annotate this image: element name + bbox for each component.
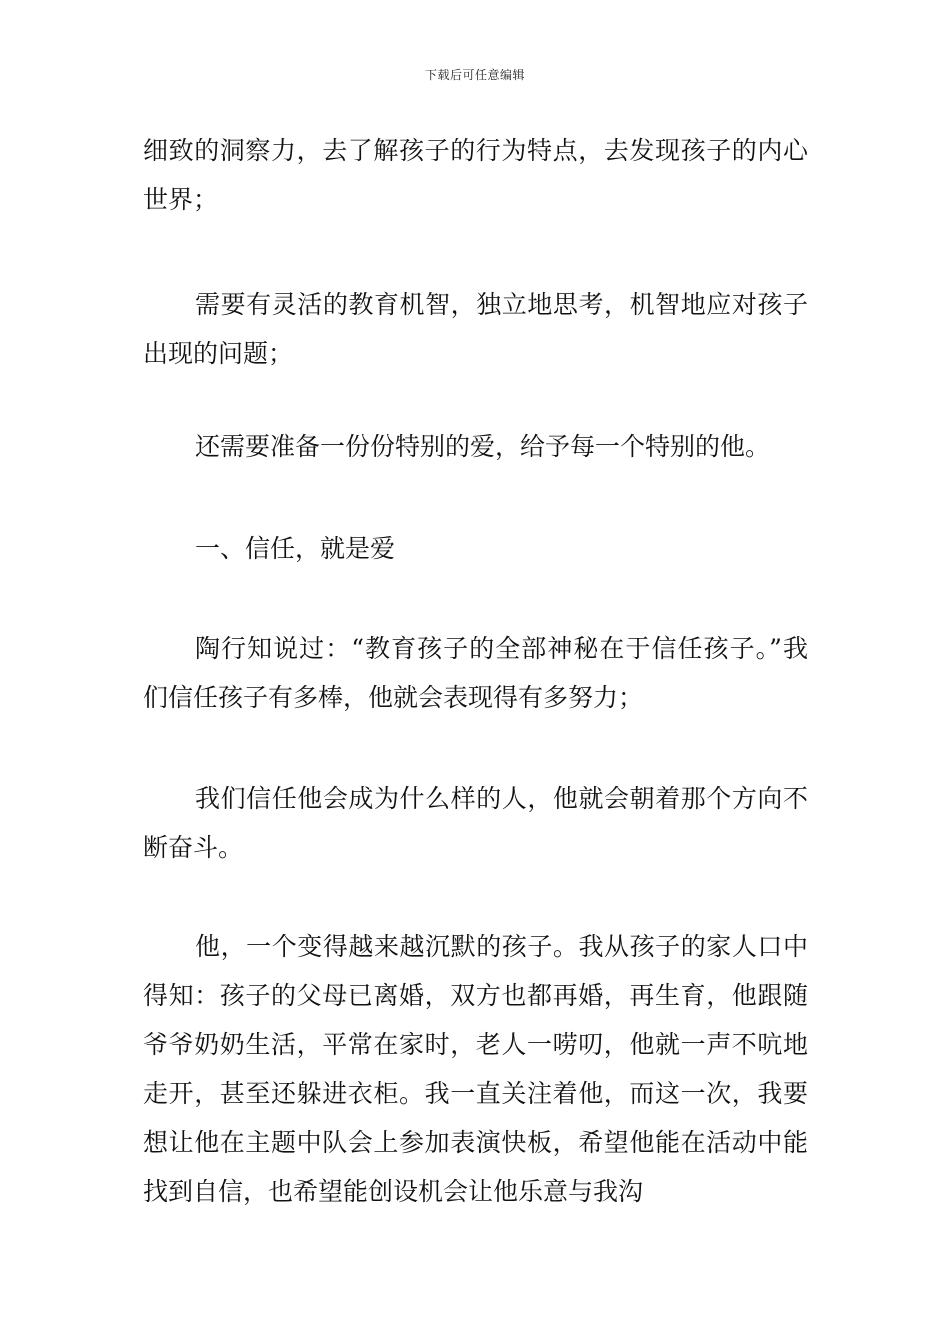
paragraph-2: 需要有灵活的教育机智，独立地思考，机智地应对孩子出现的问题； xyxy=(143,290,808,368)
paragraph-6: 他，一个变得越来越沉默的孩子。我从孩子的家人口中得知：孩子的父母已离婚，双方也都再婚，再生育，他跟随爷爷奶奶生活，平常在家时，老人一唠叨，他就一声不吭地走开，甚至还躲进衣柜。我一直关注着他，而这一次，我要想让他在主题中队会上参加表演快板，希望他能在活动中能找到自信，也希望能创设机会让他乐意与我沟 xyxy=(143,932,808,1206)
paragraph-4: 陶行知说过：“教育孩子的全部神秘在于信任孩子。”我们信任孩子有多棒，他就会表现得有多努力； xyxy=(143,634,808,712)
paragraph-1: 细致的洞察力，去了解孩子的行为特点，去发现孩子的内心世界； xyxy=(143,136,808,214)
paragraph-3: 还需要准备一份份特别的爱，给予每一个特别的他。 xyxy=(195,432,771,461)
section-heading: 一、信任，就是爱 xyxy=(195,534,396,563)
page-header: 下载后可任意编辑 xyxy=(424,68,525,82)
paragraph-5: 我们信任他会成为什么样的人，他就会朝着那个方向不断奋斗。 xyxy=(143,784,808,862)
